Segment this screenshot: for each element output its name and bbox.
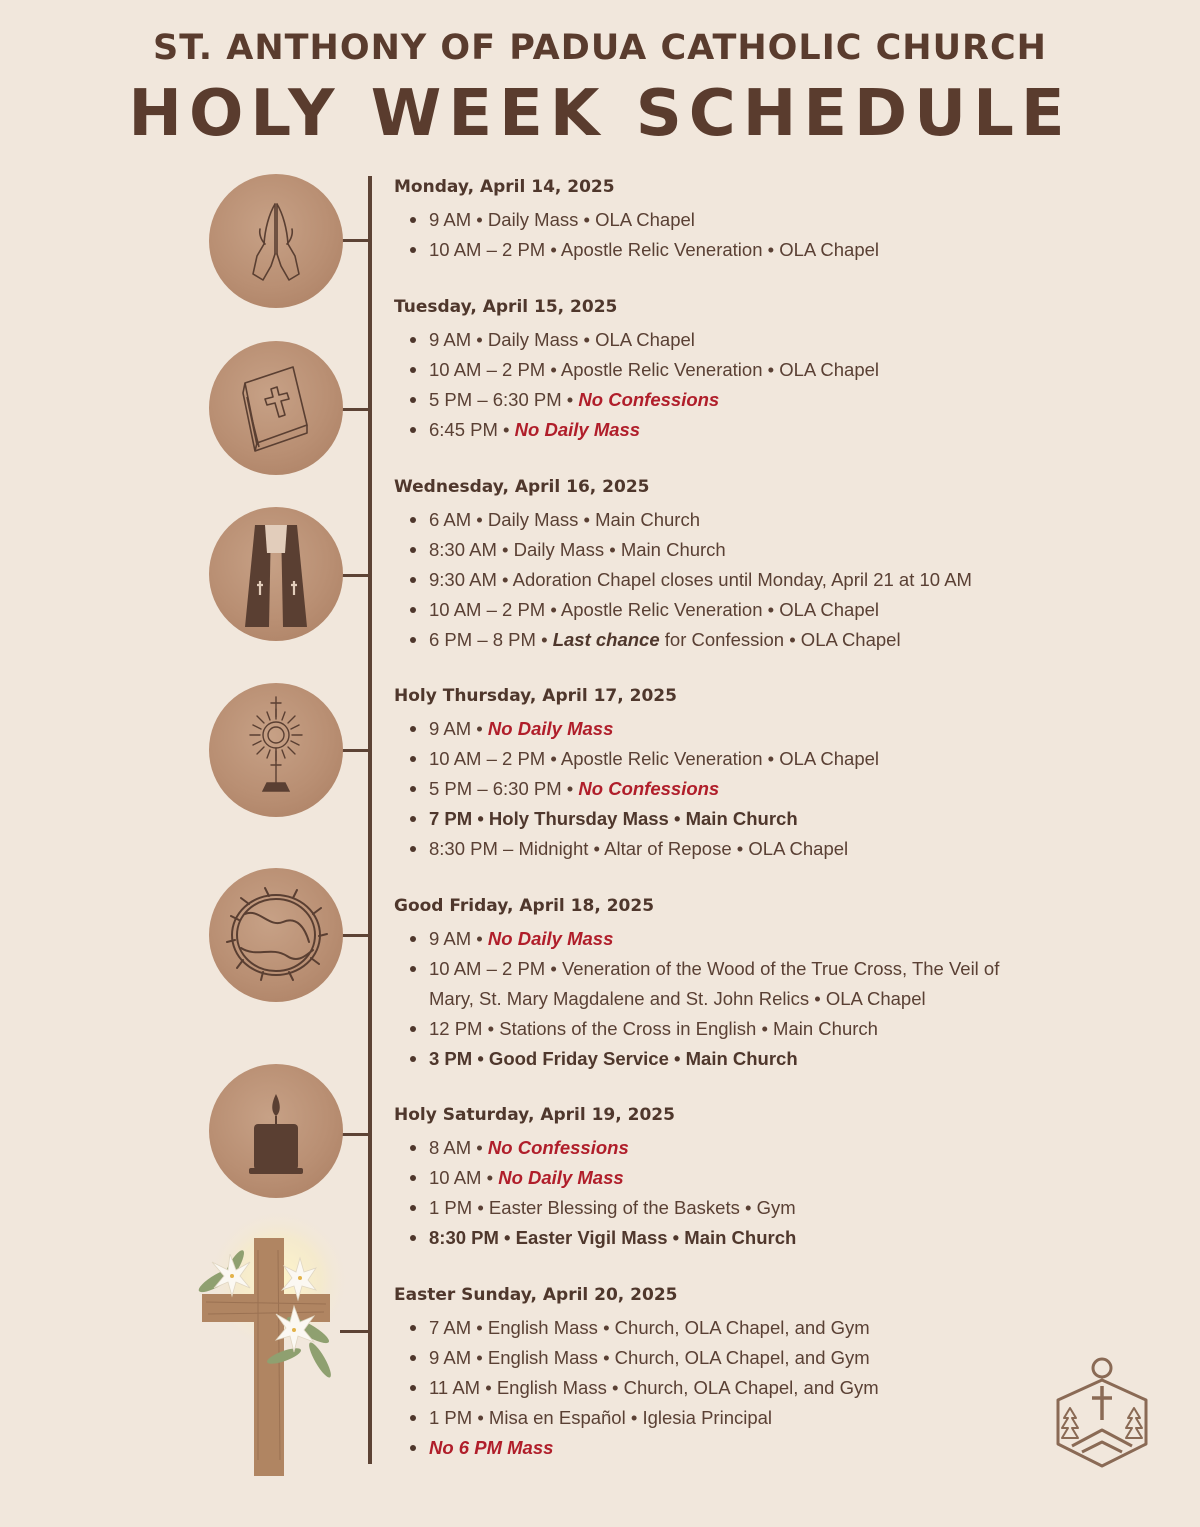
timeline-connector	[340, 1133, 370, 1136]
event-list	[394, 714, 879, 864]
event-item: 7 AM • English Mass • Church, OLA Chapel, and Gym	[394, 1313, 879, 1343]
day-wednesday	[394, 475, 972, 655]
event-time: 6:45 PM •	[429, 419, 515, 440]
event-list	[394, 1133, 796, 1253]
cancellation-note: No Confessions	[578, 389, 720, 410]
day-title: Tuesday, April 15, 2025	[394, 297, 618, 317]
church-name: ST. ANTHONY OF PADUA CATHOLIC CHURCH	[153, 28, 1047, 68]
timeline-connector	[340, 934, 370, 937]
event-item: 10 AM – 2 PM • Apostle Relic Veneration • OLA Chapel	[394, 595, 972, 625]
event-item: 10 AM – 2 PM • Apostle Relic Veneration • OLA Chapel	[394, 744, 879, 774]
event-item: 9:30 AM • Adoration Chapel closes until Monday, April 21 at 10 AM	[394, 565, 972, 595]
cancellation-note: No Daily Mass	[487, 928, 614, 949]
day-easter-sunday	[394, 1283, 879, 1463]
day-title: Holy Saturday, April 19, 2025	[394, 1105, 675, 1125]
cancellation-note: No Daily Mass	[498, 1167, 624, 1188]
event-item: 11 AM • English Mass • Church, OLA Chapel, and Gym	[394, 1373, 879, 1403]
event-item: 9 AM • English Mass • Church, OLA Chapel, and Gym	[394, 1343, 879, 1373]
timeline-line	[368, 176, 372, 1464]
event-item: 1 PM • Easter Blessing of the Baskets • Gym	[394, 1193, 796, 1223]
event-list	[394, 205, 879, 265]
event-item	[394, 415, 879, 445]
event-item: 12 PM • Stations of the Cross in English • Main Church	[394, 1014, 1049, 1044]
cancellation-note: No Confessions	[487, 1137, 629, 1158]
event-item: 10 AM – 2 PM • Apostle Relic Veneration • OLA Chapel	[394, 355, 879, 385]
event-item: 10 AM – 2 PM • Veneration of the Wood of the True Cross, The Veil of Mary, St. Mary Magdalene and St. John Relics • OLA Chapel	[394, 954, 1049, 1014]
cancellation-note: No Confessions	[578, 778, 720, 799]
praying-hands-icon	[209, 174, 343, 308]
day-tuesday	[394, 295, 879, 445]
event-item	[394, 625, 972, 655]
priest-stole-icon	[209, 507, 343, 641]
event-item	[394, 1163, 796, 1193]
event-list	[394, 1313, 879, 1463]
event-item: 8:30 AM • Daily Mass • Main Church	[394, 535, 972, 565]
event-time: 5 PM – 6:30 PM •	[429, 778, 579, 799]
event-item: 10 AM – 2 PM • Apostle Relic Veneration • OLA Chapel	[394, 235, 879, 265]
monstrance-icon	[209, 683, 343, 817]
day-title: Monday, April 14, 2025	[394, 177, 615, 197]
event-item	[394, 1433, 879, 1463]
day-holy-saturday	[394, 1103, 796, 1253]
schedule-title: HOLY WEEK SCHEDULE	[128, 77, 1072, 151]
event-time: 10 AM •	[429, 1167, 499, 1188]
parish-logo-icon	[1052, 1356, 1152, 1470]
timeline-connector	[340, 239, 370, 242]
event-time: 9 AM •	[429, 928, 488, 949]
event-item: 9 AM • Daily Mass • OLA Chapel	[394, 325, 879, 355]
day-title: Good Friday, April 18, 2025	[394, 896, 655, 916]
day-holy-thursday	[394, 684, 879, 864]
timeline-connector	[340, 749, 370, 752]
event-item: 3 PM • Good Friday Service • Main Church	[394, 1044, 1049, 1074]
event-item	[394, 1133, 796, 1163]
event-time: 9 AM •	[429, 718, 488, 739]
cancellation-note: No 6 PM Mass	[429, 1437, 554, 1458]
cancellation-note: No Daily Mass	[487, 718, 614, 739]
event-item: 1 PM • Misa en Español • Iglesia Principal	[394, 1403, 879, 1433]
event-list	[394, 505, 972, 655]
event-item	[394, 385, 879, 415]
event-item: 6 AM • Daily Mass • Main Church	[394, 505, 972, 535]
event-item: 9 AM • Daily Mass • OLA Chapel	[394, 205, 879, 235]
event-time: 5 PM – 6:30 PM •	[429, 389, 579, 410]
page-header	[0, 24, 1200, 154]
day-title: Wednesday, April 16, 2025	[394, 477, 650, 497]
day-monday	[394, 175, 879, 265]
timeline-connector	[340, 408, 370, 411]
event-list	[394, 325, 879, 445]
bible-icon	[209, 341, 343, 475]
event-item	[394, 774, 879, 804]
day-title: Easter Sunday, April 20, 2025	[394, 1285, 678, 1305]
cancellation-note: No Daily Mass	[514, 419, 641, 440]
event-item	[394, 924, 1049, 954]
event-detail: for Confession • OLA Chapel	[659, 629, 901, 650]
event-item: 8:30 PM – Midnight • Altar of Repose • OLA Chapel	[394, 834, 879, 864]
event-time: 6 PM – 8 PM •	[429, 629, 553, 650]
cross-with-lilies-icon	[188, 1210, 358, 1480]
candle-icon	[209, 1064, 343, 1198]
event-item: 8:30 PM • Easter Vigil Mass • Main Church	[394, 1223, 796, 1253]
timeline-connector	[340, 574, 370, 577]
event-item: 7 PM • Holy Thursday Mass • Main Church	[394, 804, 879, 834]
event-list	[394, 924, 1049, 1074]
event-item	[394, 714, 879, 744]
crown-of-thorns-icon	[209, 868, 343, 1002]
day-title: Holy Thursday, April 17, 2025	[394, 686, 677, 706]
event-time: 8 AM •	[429, 1137, 488, 1158]
day-good-friday	[394, 894, 1049, 1074]
emphasis-note: Last chance	[552, 629, 660, 650]
